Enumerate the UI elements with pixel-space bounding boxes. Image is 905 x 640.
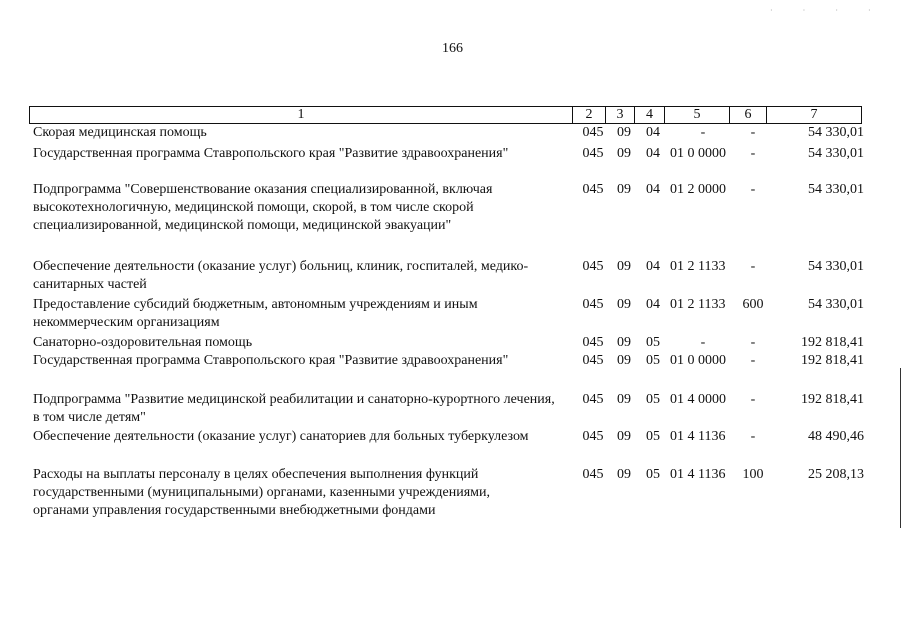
row-target-article: 01 4 1136 [670, 429, 726, 444]
row-name: Государственная программа Ставропольского края "Развитие здравоохранения" [33, 146, 509, 161]
row-section: 09 [617, 392, 631, 407]
row-section: 09 [617, 335, 631, 350]
row-amount: 54 330,01 [808, 125, 864, 140]
row-grbs: 045 [582, 125, 604, 140]
row-grbs: 045 [582, 146, 604, 161]
row-name: Обеспечение деятельности (оказание услуг) больниц, клиник, госпиталей, медико-санитарных частей [33, 259, 529, 292]
row-target-article: 01 2 1133 [670, 259, 726, 274]
row-expense-type: - [750, 146, 756, 161]
row-expense-type: - [750, 335, 756, 350]
row-subsection: 05 [646, 392, 660, 407]
row-name: Скорая медицинская помощь [33, 125, 207, 140]
row-name: Государственная программа Ставропольского края "Развитие здравоохранения" [33, 353, 509, 368]
row-amount: 48 490,46 [808, 429, 864, 444]
row-target-article: 01 2 0000 [670, 182, 726, 197]
row-grbs: 045 [582, 467, 604, 482]
row-expense-type: - [750, 353, 756, 368]
row-amount: 192 818,41 [801, 335, 864, 350]
row-expense-type: 100 [742, 467, 764, 482]
row-name: Обеспечение деятельности (оказание услуг) санаториев для больных туберкулезом [33, 429, 529, 444]
row-grbs: 045 [582, 429, 604, 444]
row-section: 09 [617, 182, 631, 197]
row-section: 09 [617, 297, 631, 312]
row-section: 09 [617, 125, 631, 140]
row-subsection: 04 [646, 297, 660, 312]
row-subsection: 04 [646, 125, 660, 140]
page-number: 166 [442, 41, 463, 56]
row-target-article: 01 2 1133 [670, 297, 726, 312]
header-col-6: 6 [730, 107, 767, 124]
row-grbs: 045 [582, 335, 604, 350]
row-subsection: 04 [646, 146, 660, 161]
row-grbs: 045 [582, 182, 604, 197]
row-name: Расходы на выплаты персоналу в целях обеспечения выполнения функций государственными (муниципальными) органами, казенными учреждениями, органами управления государственными внебюджетными фондами [33, 467, 490, 518]
row-grbs: 045 [582, 259, 604, 274]
header-col-3: 3 [606, 107, 635, 124]
row-subsection: 05 [646, 353, 660, 368]
row-expense-type: - [750, 125, 756, 140]
row-name: Подпрограмма "Совершенствование оказания специализированной, включая высокотехнологичную, медицинской помощи, скорой, в том числе скорой специализированной, медицинской помощи, медицинской эвакуации" [33, 182, 493, 233]
row-name: Предоставление субсидий бюджетным, автономным учреждениям и иным некоммерческим организациям [33, 297, 478, 330]
row-section: 09 [617, 259, 631, 274]
row-name: Санаторно-оздоровительная помощь [33, 335, 253, 350]
row-amount: 192 818,41 [801, 392, 864, 407]
header-col-2: 2 [573, 107, 606, 124]
row-subsection: 05 [646, 335, 660, 350]
row-amount: 25 208,13 [808, 467, 864, 482]
row-amount: 192 818,41 [801, 353, 864, 368]
row-grbs: 045 [582, 392, 604, 407]
row-expense-type: 600 [742, 297, 764, 312]
row-expense-type: - [750, 259, 756, 274]
row-name: Подпрограмма "Развитие медицинской реабилитации и санаторно-курортного лечения, в том числе детям" [33, 392, 555, 425]
row-subsection: 05 [646, 429, 660, 444]
row-expense-type: - [750, 182, 756, 197]
row-expense-type: - [750, 429, 756, 444]
scan-edge-line [900, 368, 901, 528]
header-col-4: 4 [635, 107, 665, 124]
row-grbs: 045 [582, 353, 604, 368]
row-subsection: 05 [646, 467, 660, 482]
header-col-7: 7 [767, 107, 862, 124]
header-col-1: 1 [30, 107, 573, 124]
row-section: 09 [617, 429, 631, 444]
scan-artifact-dots: · · · · [770, 6, 885, 15]
row-amount: 54 330,01 [808, 146, 864, 161]
row-target-article: 01 0 0000 [670, 146, 726, 161]
row-subsection: 04 [646, 182, 660, 197]
row-section: 09 [617, 146, 631, 161]
row-target-article: 01 4 0000 [670, 392, 726, 407]
row-subsection: 04 [646, 259, 660, 274]
row-amount: 54 330,01 [808, 297, 864, 312]
row-amount: 54 330,01 [808, 259, 864, 274]
row-target-article: 01 0 0000 [670, 353, 726, 368]
row-section: 09 [617, 353, 631, 368]
row-target-article: - [700, 125, 706, 140]
row-expense-type: - [750, 392, 756, 407]
row-amount: 54 330,01 [808, 182, 864, 197]
row-target-article: 01 4 1136 [670, 467, 726, 482]
row-section: 09 [617, 467, 631, 482]
header-col-5: 5 [665, 107, 730, 124]
row-target-article: - [700, 335, 706, 350]
row-grbs: 045 [582, 297, 604, 312]
